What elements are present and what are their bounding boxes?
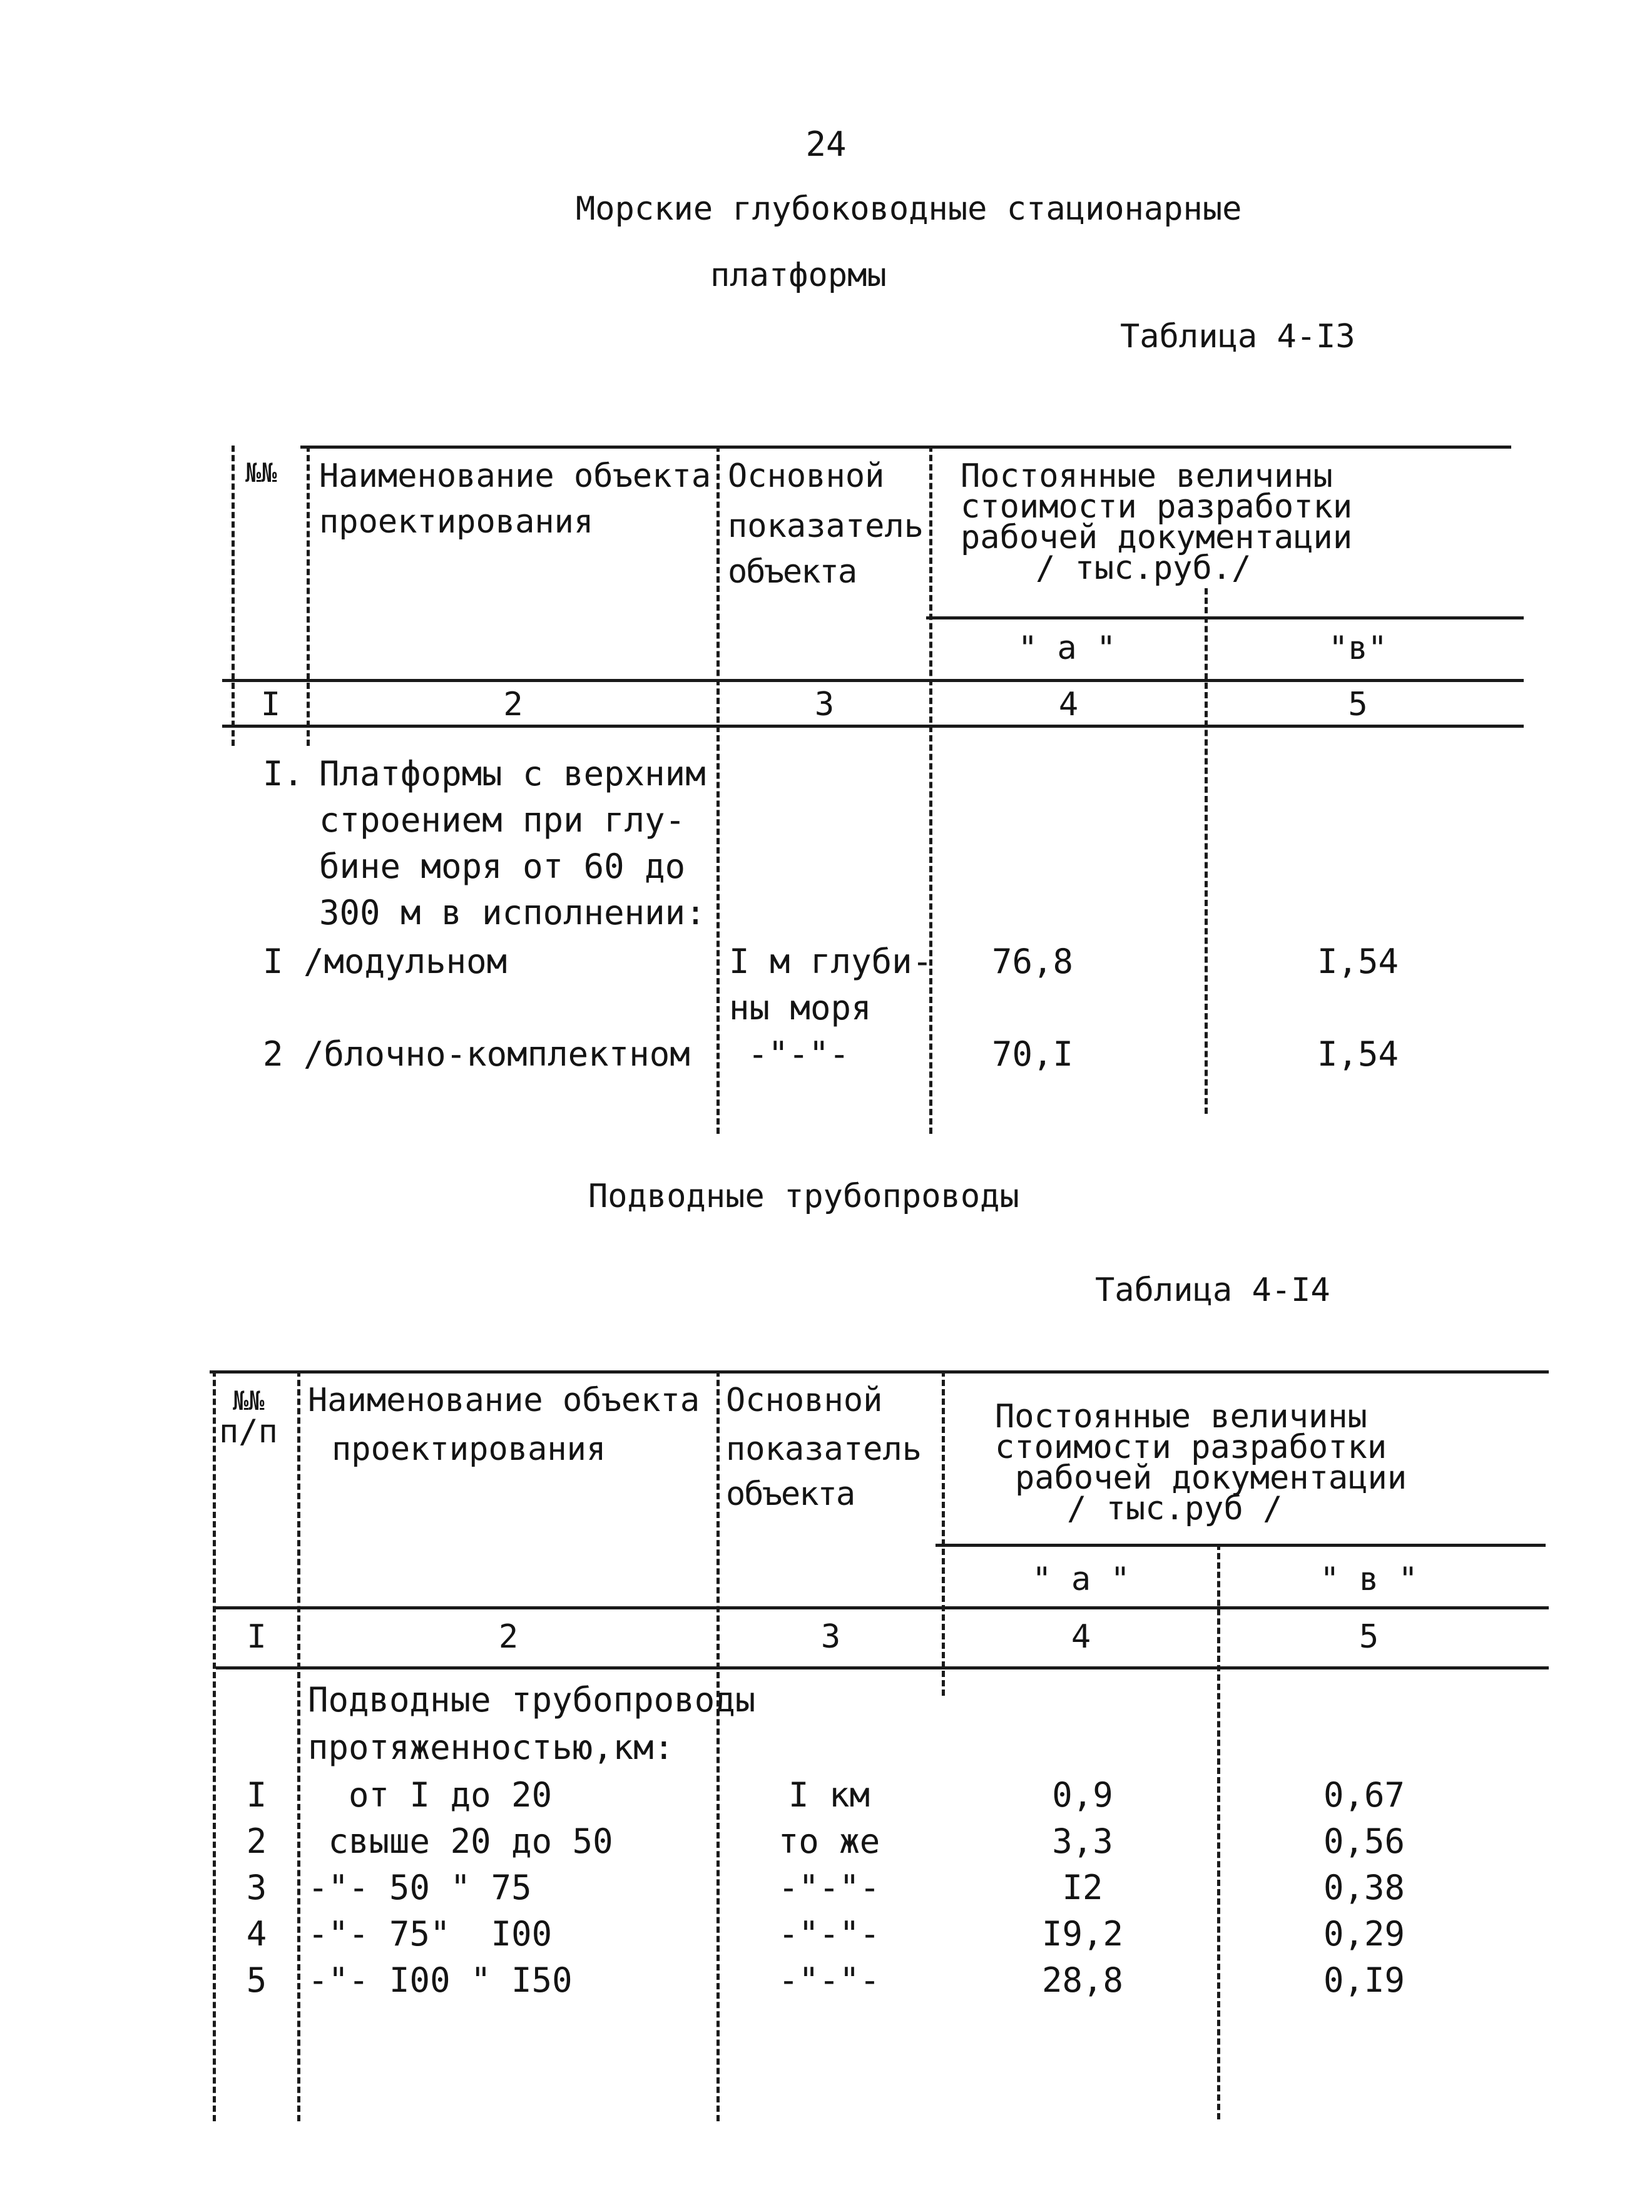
table1-header-const-line2: стоимости разработки — [961, 488, 1353, 526]
section1-title-line2: платформы — [710, 257, 887, 294]
table1-row-b: I,54 — [1317, 942, 1399, 981]
table2-row-a: 28,8 — [1041, 1960, 1124, 2000]
table1-header-indicator-line1: Основной — [728, 457, 885, 495]
table1-header-const-line4: / тыс.руб./ — [1036, 549, 1252, 587]
table2-header-const-line3: рабочей документации — [1015, 1459, 1407, 1497]
table1-col-border — [1205, 588, 1208, 1114]
table2-row-indicator: то же — [778, 1822, 880, 1861]
table1-group-line2: строением при глу- — [319, 800, 686, 840]
table2-row-b: 0,67 — [1323, 1775, 1405, 1815]
table2-header-indicator-line3: объекта — [726, 1476, 855, 1513]
page-number: 24 — [805, 125, 847, 164]
table2-row-indicator: -"-"- — [778, 1914, 880, 1954]
table2-group-line1: Подводные трубопроводы — [308, 1680, 756, 1720]
table2-row-name: -"- 75" I00 — [308, 1914, 553, 1954]
table2-row-a: 3,3 — [1052, 1822, 1113, 1861]
table2-colnum: 4 — [1071, 1618, 1091, 1656]
table1-header-rule — [222, 679, 1524, 682]
table2-header-col-b: " в " — [1320, 1561, 1418, 1598]
table2-header-name-line2: проектирования — [332, 1430, 606, 1468]
table2-colnum: 2 — [498, 1618, 519, 1656]
table1-header-name-line2: проектирования — [319, 503, 594, 541]
table2-row-num: 4 — [246, 1914, 267, 1954]
section1-title-line1: Морские глубоководные стационарные — [576, 190, 1242, 228]
table1-row-name: I /модульном — [263, 942, 507, 981]
table1-header-num: №№ — [245, 457, 277, 488]
table2-row-indicator: -"-"- — [778, 1960, 880, 2000]
table1-colnum: 2 — [503, 686, 523, 723]
table2-row-num: 5 — [246, 1960, 267, 2000]
table1-row-indicator: -"-"- — [748, 1034, 850, 1074]
table1-colnum: 5 — [1348, 686, 1368, 723]
table1-group-line3: бине моря от 60 до — [319, 847, 686, 886]
table2-colnum: I — [247, 1618, 267, 1656]
table2-row-b: 0,29 — [1323, 1914, 1405, 1954]
table2-header-const-line2: стоимости разработки — [995, 1429, 1387, 1466]
table2-header-rule — [216, 1606, 1549, 1609]
table2-row-a: I9,2 — [1041, 1914, 1124, 1954]
table1-row-b: I,54 — [1317, 1034, 1399, 1074]
table2-header-indicator-line2: показатель — [726, 1430, 922, 1468]
table2-row-name: от I до 20 — [308, 1775, 553, 1815]
table1-row-a: 76,8 — [991, 942, 1074, 981]
table1-top-rule — [300, 446, 1511, 449]
table1-header-name-line1: Наименование объекта — [319, 457, 711, 495]
table1-subheader-rule — [926, 616, 1524, 619]
table2-col-border — [297, 1370, 300, 2121]
table2-col-border — [716, 1370, 720, 2121]
table1-colnum: 4 — [1058, 686, 1079, 723]
table2-row-a: I2 — [1062, 1868, 1103, 1907]
table2-header-name-line1: Наименование объекта — [308, 1382, 700, 1419]
table2-header-num-line2: п/п — [219, 1413, 278, 1450]
section2-title: Подводные трубопроводы — [588, 1178, 1019, 1215]
table2-row-b: 0,56 — [1323, 1822, 1405, 1861]
table2-row-indicator: I км — [788, 1775, 870, 1815]
table2-colnum-rule — [216, 1666, 1549, 1669]
table2-header-indicator-line1: Основной — [726, 1382, 883, 1419]
table2-row-b: 0,I9 — [1323, 1960, 1405, 2000]
table2-subheader-rule — [936, 1544, 1546, 1547]
table1-colnum: 3 — [814, 686, 835, 723]
table2-row-num: 2 — [246, 1822, 267, 1861]
table2-row-a: 0,9 — [1052, 1775, 1113, 1815]
table1-header-indicator-line2: показатель — [728, 507, 924, 545]
table2-col-border — [213, 1370, 216, 2121]
table2-header-const-line4: / тыс.руб / — [1067, 1490, 1283, 1527]
table2-row-num: I — [246, 1775, 267, 1815]
table1-header-const-line3: рабочей документации — [961, 519, 1353, 556]
table1-row-a: 70,I — [991, 1034, 1074, 1074]
table2-colnum: 5 — [1359, 1618, 1379, 1656]
table2-row-name: -"- I00 " I50 — [308, 1960, 573, 2000]
table2-top-rule — [210, 1370, 1549, 1374]
table1-header-col-a: " а " — [1017, 629, 1116, 667]
table1-row-name: 2 /блочно-комплектном — [263, 1034, 690, 1074]
table1-group-num: I. — [263, 754, 304, 793]
table2-header-num-line1: №№ — [233, 1385, 265, 1416]
table2-group-line2: протяженностью,км: — [308, 1728, 675, 1767]
table2-row-name: -"- 50 " 75 — [308, 1868, 532, 1907]
table2-label: Таблица 4-I4 — [1095, 1272, 1330, 1309]
table2-row-b: 0,38 — [1323, 1868, 1405, 1907]
table2-row-name: свыше 20 до 50 — [308, 1822, 613, 1861]
table1-header-indicator-line3: объекта — [728, 553, 857, 591]
table1-header-const-line1: Постоянные величины — [961, 457, 1333, 495]
table1-group-line4: 300 м в исполнении: — [319, 893, 706, 932]
table1-colnum-rule — [222, 725, 1524, 728]
table2-colnum: 3 — [820, 1618, 841, 1656]
table2-header-col-a: " а " — [1032, 1561, 1130, 1598]
table1-row-indicator: I м глуби- — [729, 942, 933, 981]
table1-colnum: I — [260, 686, 281, 723]
table1-row-indicator: ны моря — [729, 988, 872, 1027]
table1-col-border — [716, 446, 720, 1134]
table2-header-const-line1: Постоянные величины — [995, 1398, 1367, 1435]
table1-col-border — [929, 446, 932, 1134]
table2-row-indicator: -"-"- — [778, 1868, 880, 1907]
table1-group-line1: Платформы с верхним — [319, 754, 706, 793]
table2-row-num: 3 — [246, 1868, 267, 1907]
table1-label: Таблица 4-I3 — [1120, 318, 1355, 355]
table1-header-col-b: "в" — [1328, 629, 1387, 667]
